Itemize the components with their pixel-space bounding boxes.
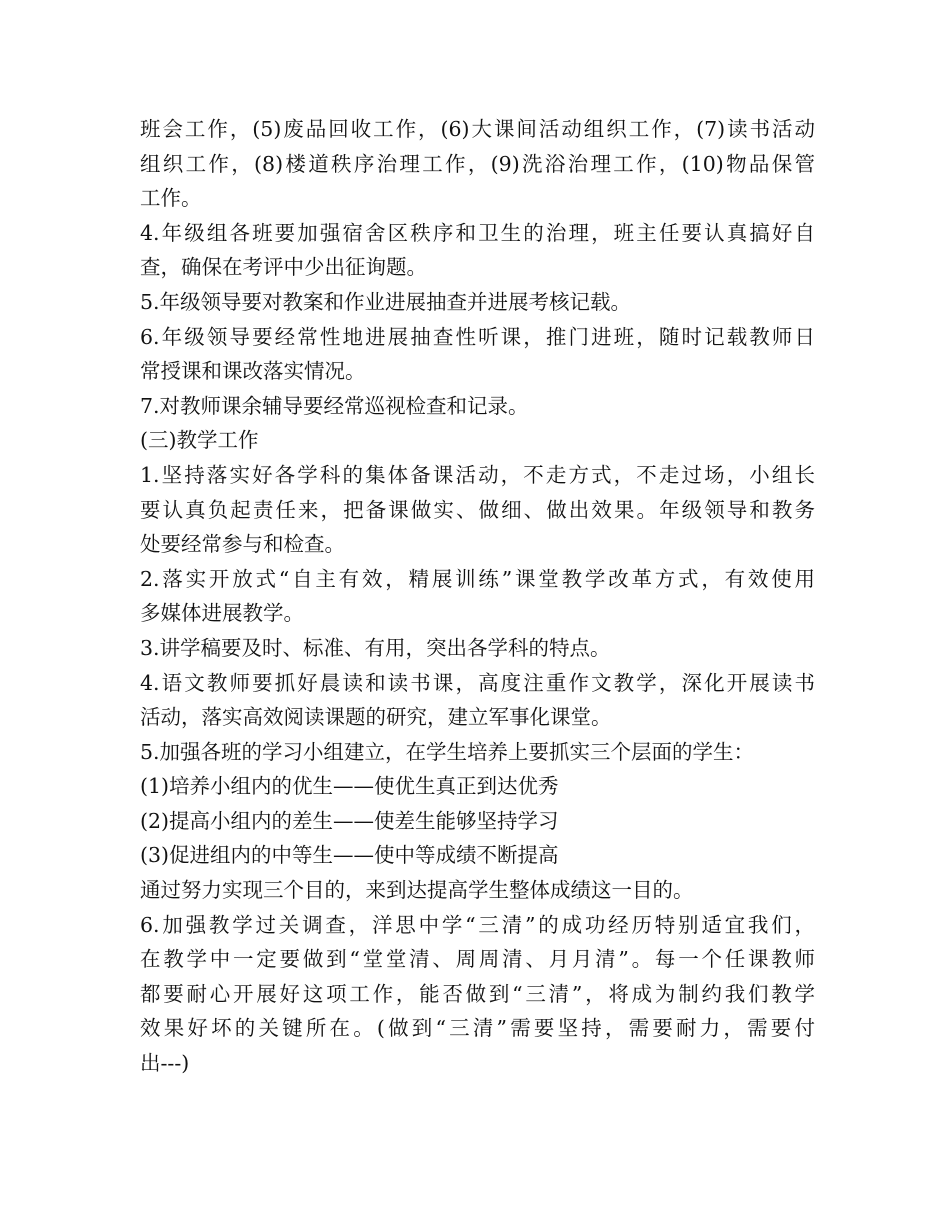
text-line: 都要耐心开展好这项工作，能否做到“三清”，将成为制约我们教学 <box>140 981 815 1006</box>
text-line: 5.年级领导要对教案和作业进展抽查并进展考核记载。 <box>140 289 632 314</box>
text-line: (2)提高小组内的差生——使差生能够坚持学习 <box>140 808 559 833</box>
text-line: 工作。 <box>140 186 202 211</box>
text-line: 1.坚持落实好各学科的集体备课活动，不走方式，不走过场，小组长 <box>140 462 815 487</box>
text-line: 3.讲学稿要及时、标准、有用，突出各学科的特点。 <box>140 635 611 660</box>
text-line: (三)教学工作 <box>140 428 259 453</box>
text-line: 多媒体进展教学。 <box>140 601 304 626</box>
text-line: 通过努力实现三个目的，来到达提高学生整体成绩这一目的。 <box>140 878 694 903</box>
text-line: 6.加强教学过关调查，洋思中学“三清”的成功经历特别适宜我们， <box>140 912 815 937</box>
text-line: 在教学中一定要做到“堂堂清、周周清、月月清”。每一个任课教师 <box>140 947 815 972</box>
text-line: 6.年级领导要经常性地进展抽查性听课，推门进班，随时记载教师日 <box>140 324 815 349</box>
text-line: 查，确保在考评中少出征询题。 <box>140 255 427 280</box>
text-line: 4.年级组各班要加强宿舍区秩序和卫生的治理，班主任要认真搞好自 <box>140 220 815 245</box>
text-line: 4.语文教师要抓好晨读和读书课，高度注重作文教学，深化开展读书 <box>140 670 815 695</box>
text-line: 处要经常参与和检查。 <box>140 532 345 557</box>
text-line: 效果好坏的关键所在。(做到“三清”需要坚持，需要耐力，需要付 <box>140 1016 815 1041</box>
text-line: 活动，落实高效阅读课题的研究，建立军事化课堂。 <box>140 705 612 730</box>
text-line: 出---) <box>140 1051 190 1076</box>
text-line: 5.加强各班的学习小组建立，在学生培养上要抓实三个层面的学生： <box>140 739 755 764</box>
text-line: (1)培养小组内的优生——使优生真正到达优秀 <box>140 774 559 799</box>
text-line: 组织工作，(8)楼道秩序治理工作，(9)洗浴治理工作，(10)物品保管 <box>140 151 815 176</box>
text-line: 常授课和课改落实情况。 <box>140 359 366 384</box>
text-line: 7.对教师课余辅导要经常巡视检查和记录。 <box>140 393 529 418</box>
text-line: 2.落实开放式“自主有效，精展训练”课堂教学改革方式，有效使用 <box>140 566 815 591</box>
document-body <box>140 112 815 1081</box>
text-line: (3)促进组内的中等生——使中等成绩不断提高 <box>140 843 559 868</box>
text-line: 要认真负起责任来，把备课做实、做细、做出效果。年级领导和教务 <box>140 497 815 522</box>
text-line: 班会工作，(5)废品回收工作，(6)大课间活动组织工作，(7)读书活动 <box>140 117 815 141</box>
